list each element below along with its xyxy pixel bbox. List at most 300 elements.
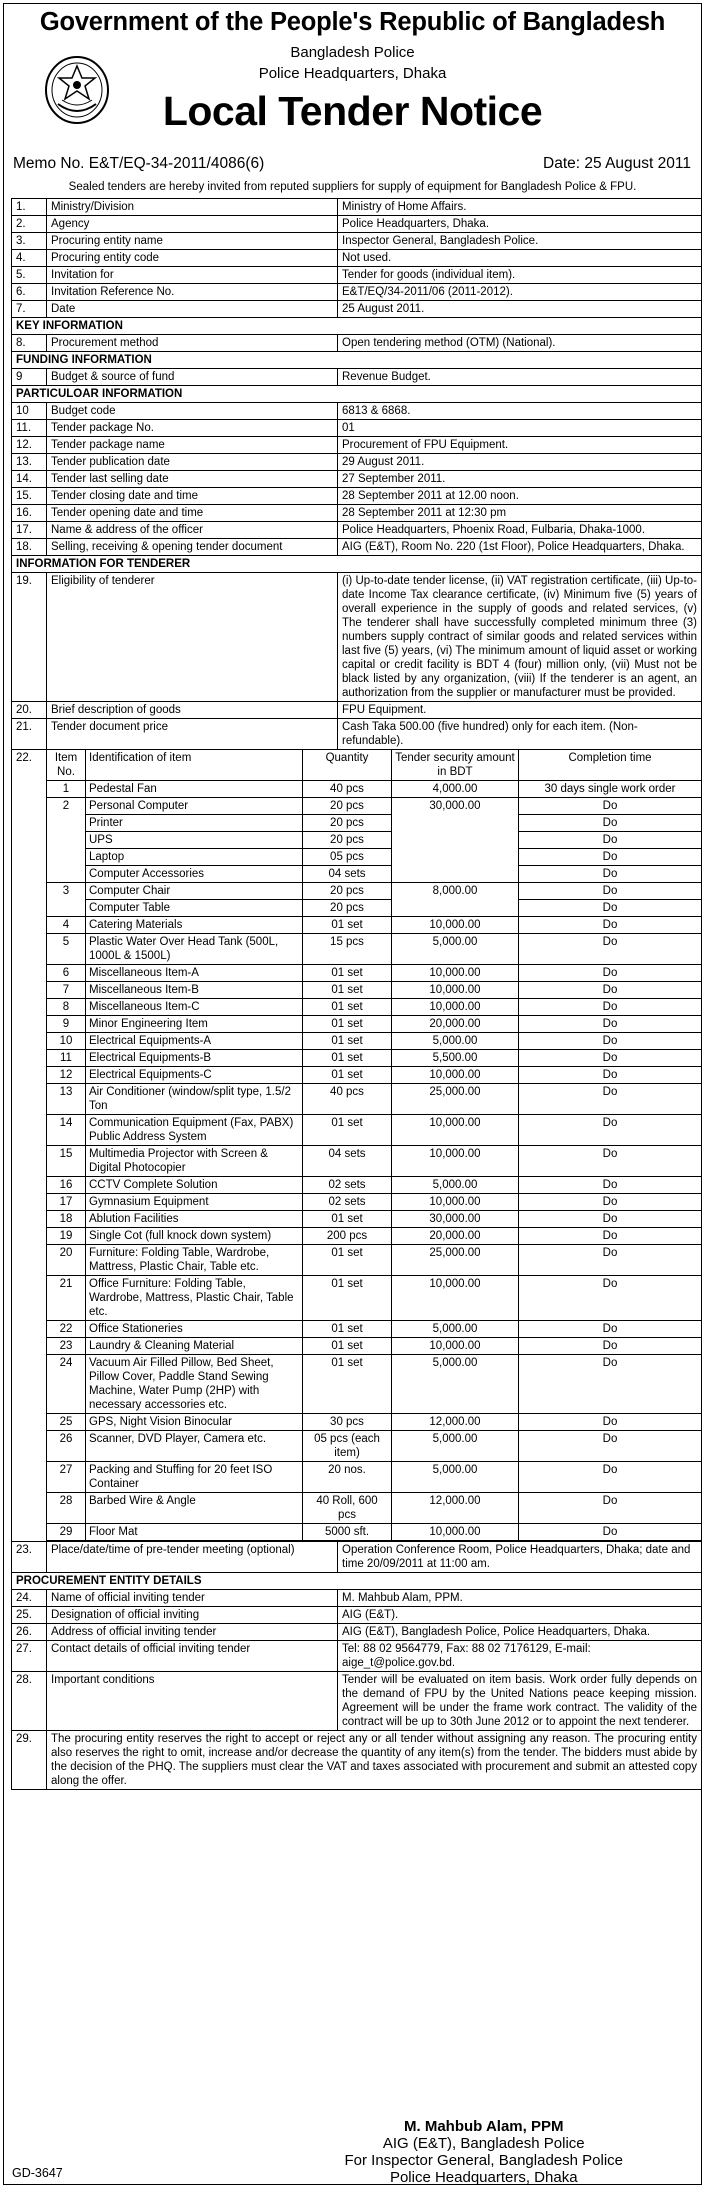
item-name: Barbed Wire & Angle <box>86 1493 303 1524</box>
item-security: 12,000.00 <box>392 1493 519 1524</box>
row-label: Place/date/time of pre-tender meeting (optional) <box>47 1542 338 1573</box>
item-quantity: 40 pcs <box>303 1084 392 1115</box>
item-security: 5,000.00 <box>392 1033 519 1050</box>
item-quantity: 01 set <box>303 1321 392 1338</box>
row-number: 24. <box>12 1590 47 1607</box>
item-name: Gymnasium Equipment <box>86 1194 303 1211</box>
row-value: M. Mahbub Alam, PPM. <box>338 1590 702 1607</box>
item-completion: Do <box>519 1177 702 1194</box>
item-completion: Do <box>519 934 702 965</box>
row-label: Procurement method <box>47 335 338 352</box>
item-quantity: 01 set <box>303 1355 392 1414</box>
item-name: Electrical Equipments-B <box>86 1050 303 1067</box>
item-security: 20,000.00 <box>392 1228 519 1245</box>
item-security: 25,000.00 <box>392 1084 519 1115</box>
item-quantity: 200 pcs <box>303 1228 392 1245</box>
item-quantity: 01 set <box>303 917 392 934</box>
item-security: 10,000.00 <box>392 1276 519 1321</box>
table-row <box>12 369 702 386</box>
item-name: Single Cot (full knock down system) <box>86 1228 303 1245</box>
table-row <box>12 573 702 702</box>
items-table <box>47 750 701 1541</box>
row-number: 6. <box>12 284 47 301</box>
item-number: 9 <box>47 1016 86 1033</box>
table-row <box>12 702 702 719</box>
table-row <box>12 335 702 352</box>
row-value: FPU Equipment. <box>338 702 702 719</box>
row-label: Tender package No. <box>47 420 338 437</box>
item-number: 2 <box>47 798 86 883</box>
row-number: 14. <box>12 471 47 488</box>
item-quantity: 01 set <box>303 982 392 999</box>
row-label: Agency <box>47 216 338 233</box>
item-completion: Do <box>519 917 702 934</box>
row-value: 6813 & 6868. <box>338 403 702 420</box>
item-number: 18 <box>47 1211 86 1228</box>
item-security: 10,000.00 <box>392 917 519 934</box>
item-number: 23 <box>47 1338 86 1355</box>
table-row <box>12 505 702 522</box>
notice-date: Date: 25 August 2011 <box>543 155 691 172</box>
item-name: UPS <box>86 832 303 849</box>
item-completion: Do <box>519 1462 702 1493</box>
row-number: 15. <box>12 488 47 505</box>
notice-header <box>4 4 701 144</box>
table-row <box>12 284 702 301</box>
item-row <box>47 1321 701 1338</box>
item-row <box>47 832 701 849</box>
item-name: Office Furniture: Folding Table, Wardrobe, Mattress, Plastic Chair, Table etc. <box>86 1276 303 1321</box>
headquarters-name: Police Headquarters, Dhaka <box>258 65 447 82</box>
item-security: 8,000.00 <box>392 883 519 917</box>
row-number: 19. <box>12 573 47 702</box>
notice-title: Local Tender Notice <box>162 88 543 134</box>
item-quantity: 20 pcs <box>303 900 392 917</box>
item-completion: Do <box>519 1338 702 1355</box>
item-completion: Do <box>519 1414 702 1431</box>
item-row <box>47 781 701 798</box>
item-row <box>47 917 701 934</box>
item-number: 11 <box>47 1050 86 1067</box>
table-row <box>12 199 702 216</box>
item-row <box>47 1067 701 1084</box>
item-name: Ablution Facilities <box>86 1211 303 1228</box>
row-value: The procuring entity reserves the right to accept or reject any or all tender without assigning any reason. The procuring entity also reserves the right to omit, increase and/or decrease the quantity of any item(s) from the tender. The bidders must abide by the decision of the PHQ. The suppliers must clear the VAT and taxes associated with procurement and submit an attested copy along the offer. <box>47 1731 702 1790</box>
item-security: 10,000.00 <box>392 1067 519 1084</box>
item-number: 6 <box>47 965 86 982</box>
row-value: E&T/EQ/34-2011/06 (2011-2012). <box>338 284 702 301</box>
item-name: Electrical Equipments-A <box>86 1033 303 1050</box>
item-quantity: 30 pcs <box>303 1414 392 1431</box>
item-quantity: 01 set <box>303 1276 392 1321</box>
row-number: 10 <box>12 403 47 420</box>
item-quantity: 20 pcs <box>303 798 392 815</box>
row-value: Cash Taka 500.00 (five hundred) only for each item. (Non-refundable). <box>338 719 702 750</box>
agency-name: Bangladesh Police <box>290 44 415 61</box>
row-value: Revenue Budget. <box>338 369 702 386</box>
item-name: Communication Equipment (Fax, PABX) Public Address System <box>86 1115 303 1146</box>
row-label: Invitation for <box>47 267 338 284</box>
item-name: Computer Accessories <box>86 866 303 883</box>
item-security: 10,000.00 <box>392 999 519 1016</box>
row-value: AIG (E&T). <box>338 1607 702 1624</box>
row-number: 2. <box>12 216 47 233</box>
item-name: Minor Engineering Item <box>86 1016 303 1033</box>
row-label: Ministry/Division <box>47 199 338 216</box>
item-name: Catering Materials <box>86 917 303 934</box>
table-row <box>12 250 702 267</box>
col-security: Tender security amount in BDT <box>392 750 519 781</box>
item-completion: Do <box>519 1033 702 1050</box>
item-quantity: 01 set <box>303 1033 392 1050</box>
item-name: Pedestal Fan <box>86 781 303 798</box>
table-row <box>12 403 702 420</box>
item-completion: Do <box>519 1067 702 1084</box>
item-completion: Do <box>519 849 702 866</box>
row-value: 25 August 2011. <box>338 301 702 318</box>
tender-notice-page <box>3 3 702 2185</box>
item-completion: Do <box>519 1211 702 1228</box>
table-row <box>12 1672 702 1731</box>
item-name: Computer Chair <box>86 883 303 900</box>
item-name: Laptop <box>86 849 303 866</box>
item-completion: Do <box>519 1524 702 1541</box>
item-completion: Do <box>519 1228 702 1245</box>
row-number: 26. <box>12 1624 47 1641</box>
item-security: 5,000.00 <box>392 1462 519 1493</box>
item-row <box>47 1355 701 1414</box>
item-row <box>47 1115 701 1146</box>
item-row <box>47 866 701 883</box>
item-row <box>47 1431 701 1462</box>
item-number: 10 <box>47 1033 86 1050</box>
item-completion: Do <box>519 1194 702 1211</box>
item-row <box>47 798 701 815</box>
item-completion: Do <box>519 832 702 849</box>
item-row <box>47 1050 701 1067</box>
table-row <box>12 233 702 250</box>
item-security: 5,000.00 <box>392 934 519 965</box>
row-label: Tender package name <box>47 437 338 454</box>
item-completion: Do <box>519 1355 702 1414</box>
row-number: 4. <box>12 250 47 267</box>
item-security: 30,000.00 <box>392 1211 519 1228</box>
signatory-designation: AIG (E&T), Bangladesh Police <box>382 2135 585 2152</box>
row-value: Operation Conference Room, Police Headquarters, Dhaka; date and time 20/09/2011 at 11:00 am. <box>338 1542 702 1573</box>
row-label: Contact details of official inviting tender <box>47 1641 338 1672</box>
row-number: 7. <box>12 301 47 318</box>
memo-row <box>13 155 691 173</box>
table-row <box>12 522 702 539</box>
row-value: Not used. <box>338 250 702 267</box>
item-completion: Do <box>519 1245 702 1276</box>
row-value: Ministry of Home Affairs. <box>338 199 702 216</box>
item-quantity: 04 sets <box>303 1146 392 1177</box>
row-29 <box>12 1731 702 1790</box>
table-row <box>12 539 702 556</box>
section-procurement-details: PROCUREMENT ENTITY DETAILS <box>12 1573 702 1590</box>
row-value: AIG (E&T), Room No. 220 (1st Floor), Police Headquarters, Dhaka. <box>338 539 702 556</box>
row-label: Selling, receiving & opening tender document <box>47 539 338 556</box>
table-row <box>12 420 702 437</box>
item-completion: Do <box>519 1493 702 1524</box>
table-row <box>12 488 702 505</box>
item-row <box>47 1524 701 1541</box>
item-name: Scanner, DVD Player, Camera etc. <box>86 1431 303 1462</box>
item-completion: Do <box>519 900 702 917</box>
row-number: 20. <box>12 702 47 719</box>
item-security: 10,000.00 <box>392 1115 519 1146</box>
item-security: 10,000.00 <box>392 982 519 999</box>
row-label: Important conditions <box>47 1672 338 1731</box>
item-completion: Do <box>519 999 702 1016</box>
row-value: Open tendering method (OTM) (National). <box>338 335 702 352</box>
item-name: Laundry & Cleaning Material <box>86 1338 303 1355</box>
item-row <box>47 1211 701 1228</box>
row-label: Name & address of the officer <box>47 522 338 539</box>
item-number: 27 <box>47 1462 86 1493</box>
item-security: 5,000.00 <box>392 1177 519 1194</box>
table-row <box>12 454 702 471</box>
item-security: 12,000.00 <box>392 1414 519 1431</box>
item-name: Plastic Water Over Head Tank (500L, 1000L & 1500L) <box>86 934 303 965</box>
item-row <box>47 1245 701 1276</box>
item-completion: Do <box>519 815 702 832</box>
item-name: Furniture: Folding Table, Wardrobe, Mattress, Plastic Chair, Table etc. <box>86 1245 303 1276</box>
row-number: 5. <box>12 267 47 284</box>
item-number: 21 <box>47 1276 86 1321</box>
item-row <box>47 1414 701 1431</box>
row-number: 3. <box>12 233 47 250</box>
col-identification: Identification of item <box>86 750 303 781</box>
row-label: Procuring entity code <box>47 250 338 267</box>
table-row <box>12 719 702 750</box>
col-item-no: Item No. <box>47 750 86 781</box>
row-number: 17. <box>12 522 47 539</box>
item-number: 12 <box>47 1067 86 1084</box>
item-number: 29 <box>47 1524 86 1541</box>
item-completion: Do <box>519 1084 702 1115</box>
item-completion: Do <box>519 1321 702 1338</box>
signatory-on-behalf: For Inspector General, Bangladesh Police <box>344 2152 623 2169</box>
item-number: 26 <box>47 1431 86 1462</box>
item-name: Miscellaneous Item-C <box>86 999 303 1016</box>
item-completion: 30 days single work order <box>519 781 702 798</box>
table-row <box>12 1641 702 1672</box>
row-label: Tender opening date and time <box>47 505 338 522</box>
item-quantity: 5000 sft. <box>303 1524 392 1541</box>
item-name: Miscellaneous Item-B <box>86 982 303 999</box>
row-label: Budget & source of fund <box>47 369 338 386</box>
item-quantity: 01 set <box>303 1211 392 1228</box>
item-number: 13 <box>47 1084 86 1115</box>
item-number: 3 <box>47 883 86 917</box>
item-name: Packing and Stuffing for 20 feet ISO Container <box>86 1462 303 1493</box>
government-title: Government of the People's Republic of Bangladesh <box>39 8 666 36</box>
section-key-information: KEY INFORMATION <box>12 318 702 335</box>
row-label: Tender document price <box>47 719 338 750</box>
item-security: 5,000.00 <box>392 1355 519 1414</box>
row-number: 27. <box>12 1641 47 1672</box>
police-emblem-icon <box>42 54 112 126</box>
item-security: 4,000.00 <box>392 781 519 798</box>
item-number: 22 <box>47 1321 86 1338</box>
item-completion: Do <box>519 982 702 999</box>
row-number: 8. <box>12 335 47 352</box>
row-value: 01 <box>338 420 702 437</box>
row-value: Inspector General, Bangladesh Police. <box>338 233 702 250</box>
item-security: 5,000.00 <box>392 1321 519 1338</box>
row-number: 9 <box>12 369 47 386</box>
item-completion: Do <box>519 1431 702 1462</box>
row-label: Procuring entity name <box>47 233 338 250</box>
item-quantity: 20 pcs <box>303 815 392 832</box>
item-row <box>47 1084 701 1115</box>
row-number: 11. <box>12 420 47 437</box>
item-number: 28 <box>47 1493 86 1524</box>
item-number: 20 <box>47 1245 86 1276</box>
item-row <box>47 965 701 982</box>
table-row <box>12 471 702 488</box>
row-value: AIG (E&T), Bangladesh Police, Police Headquarters, Dhaka. <box>338 1624 702 1641</box>
row-number: 16. <box>12 505 47 522</box>
table-row <box>12 1624 702 1641</box>
row-22 <box>12 750 702 1542</box>
row-value: 29 August 2011. <box>338 454 702 471</box>
memo-number: Memo No. E&T/EQ-34-2011/4086(6) <box>13 155 265 172</box>
item-row <box>47 849 701 866</box>
item-row <box>47 1177 701 1194</box>
item-row <box>47 1194 701 1211</box>
item-quantity: 01 set <box>303 1115 392 1146</box>
item-row <box>47 934 701 965</box>
item-row <box>47 1146 701 1177</box>
row-label: Brief description of goods <box>47 702 338 719</box>
section-particular-information: PARTICULOAR INFORMATION <box>12 386 702 403</box>
item-quantity: 40 pcs <box>303 781 392 798</box>
gd-number: GD-3647 <box>12 2166 63 2180</box>
table-row <box>12 216 702 233</box>
row-number: 1. <box>12 199 47 216</box>
item-name: Vacuum Air Filled Pillow, Bed Sheet, Pillow Cover, Paddle Stand Sewing Machine, Water Pump (2HP) with necessary accessories etc. <box>86 1355 303 1414</box>
item-quantity: 05 pcs <box>303 849 392 866</box>
row-number: 25. <box>12 1607 47 1624</box>
item-row <box>47 999 701 1016</box>
intro-text: Sealed tenders are hereby invited from reputed suppliers for supply of equipment for Bangladesh Police & FPU. <box>68 181 637 193</box>
row-label: Name of official inviting tender <box>47 1590 338 1607</box>
item-completion: Do <box>519 1115 702 1146</box>
row-value: 28 September 2011 at 12:30 pm <box>338 505 702 522</box>
item-name: GPS, Night Vision Binocular <box>86 1414 303 1431</box>
row-label: Budget code <box>47 403 338 420</box>
item-security: 10,000.00 <box>392 1524 519 1541</box>
row-value: Tender for goods (individual item). <box>338 267 702 284</box>
item-quantity: 01 set <box>303 1245 392 1276</box>
item-completion: Do <box>519 1146 702 1177</box>
item-quantity: 02 sets <box>303 1177 392 1194</box>
item-name: Office Stationeries <box>86 1321 303 1338</box>
item-quantity: 20 nos. <box>303 1462 392 1493</box>
item-quantity: 01 set <box>303 965 392 982</box>
item-quantity: 01 set <box>303 1067 392 1084</box>
item-name: Floor Mat <box>86 1524 303 1541</box>
item-row <box>47 1016 701 1033</box>
item-row <box>47 1276 701 1321</box>
item-completion: Do <box>519 1276 702 1321</box>
row-number: 21. <box>12 719 47 750</box>
item-name: Printer <box>86 815 303 832</box>
table-row <box>12 1607 702 1624</box>
row-label: Date <box>47 301 338 318</box>
item-completion: Do <box>519 1016 702 1033</box>
row-number: 18. <box>12 539 47 556</box>
signature-block <box>345 2118 624 2185</box>
item-number: 16 <box>47 1177 86 1194</box>
row-label: Tender closing date and time <box>47 488 338 505</box>
item-completion: Do <box>519 883 702 900</box>
item-row <box>47 883 701 900</box>
table-row <box>12 301 702 318</box>
items-header-row <box>47 750 701 781</box>
item-completion: Do <box>519 1050 702 1067</box>
item-name: CCTV Complete Solution <box>86 1177 303 1194</box>
tender-details-table <box>11 198 702 1790</box>
item-number: 7 <box>47 982 86 999</box>
row-number: 13. <box>12 454 47 471</box>
col-completion: Completion time <box>519 750 702 781</box>
item-number: 5 <box>47 934 86 965</box>
row-number: 29. <box>12 1731 47 1790</box>
item-name: Computer Table <box>86 900 303 917</box>
item-row <box>47 1033 701 1050</box>
item-name: Air Conditioner (window/split type, 1.5/2 Ton <box>86 1084 303 1115</box>
item-number: 24 <box>47 1355 86 1414</box>
item-completion: Do <box>519 866 702 883</box>
item-row <box>47 982 701 999</box>
row-label: Designation of official inviting <box>47 1607 338 1624</box>
row-number: 23. <box>12 1542 47 1573</box>
item-number: 19 <box>47 1228 86 1245</box>
row-number: 28. <box>12 1672 47 1731</box>
item-row <box>47 1338 701 1355</box>
item-completion: Do <box>519 798 702 815</box>
row-value: Procurement of FPU Equipment. <box>338 437 702 454</box>
row-value: Tel: 88 02 9564779, Fax: 88 02 7176129, E-mail: aige_t@police.gov.bd. <box>338 1641 702 1672</box>
item-row <box>47 1228 701 1245</box>
signatory-office: Police Headquarters, Dhaka <box>389 2169 578 2185</box>
row-value: Police Headquarters, Phoenix Road, Fulbaria, Dhaka-1000. <box>338 522 702 539</box>
item-number: 4 <box>47 917 86 934</box>
item-security: 10,000.00 <box>392 1338 519 1355</box>
item-name: Personal Computer <box>86 798 303 815</box>
item-name: Miscellaneous Item-A <box>86 965 303 982</box>
item-quantity: 20 pcs <box>303 832 392 849</box>
row-label: Eligibility of tenderer <box>47 573 338 702</box>
item-quantity: 02 sets <box>303 1194 392 1211</box>
section-funding-information: FUNDING INFORMATION <box>12 352 702 369</box>
table-row <box>12 437 702 454</box>
item-name: Electrical Equipments-C <box>86 1067 303 1084</box>
row-number: 22. <box>12 750 47 1542</box>
row-label: Address of official inviting tender <box>47 1624 338 1641</box>
item-security: 10,000.00 <box>392 1146 519 1177</box>
item-security: 5,500.00 <box>392 1050 519 1067</box>
item-quantity: 01 set <box>303 999 392 1016</box>
item-number: 15 <box>47 1146 86 1177</box>
item-name: Multimedia Projector with Screen & Digital Photocopier <box>86 1146 303 1177</box>
item-security: 10,000.00 <box>392 965 519 982</box>
item-row <box>47 900 701 917</box>
